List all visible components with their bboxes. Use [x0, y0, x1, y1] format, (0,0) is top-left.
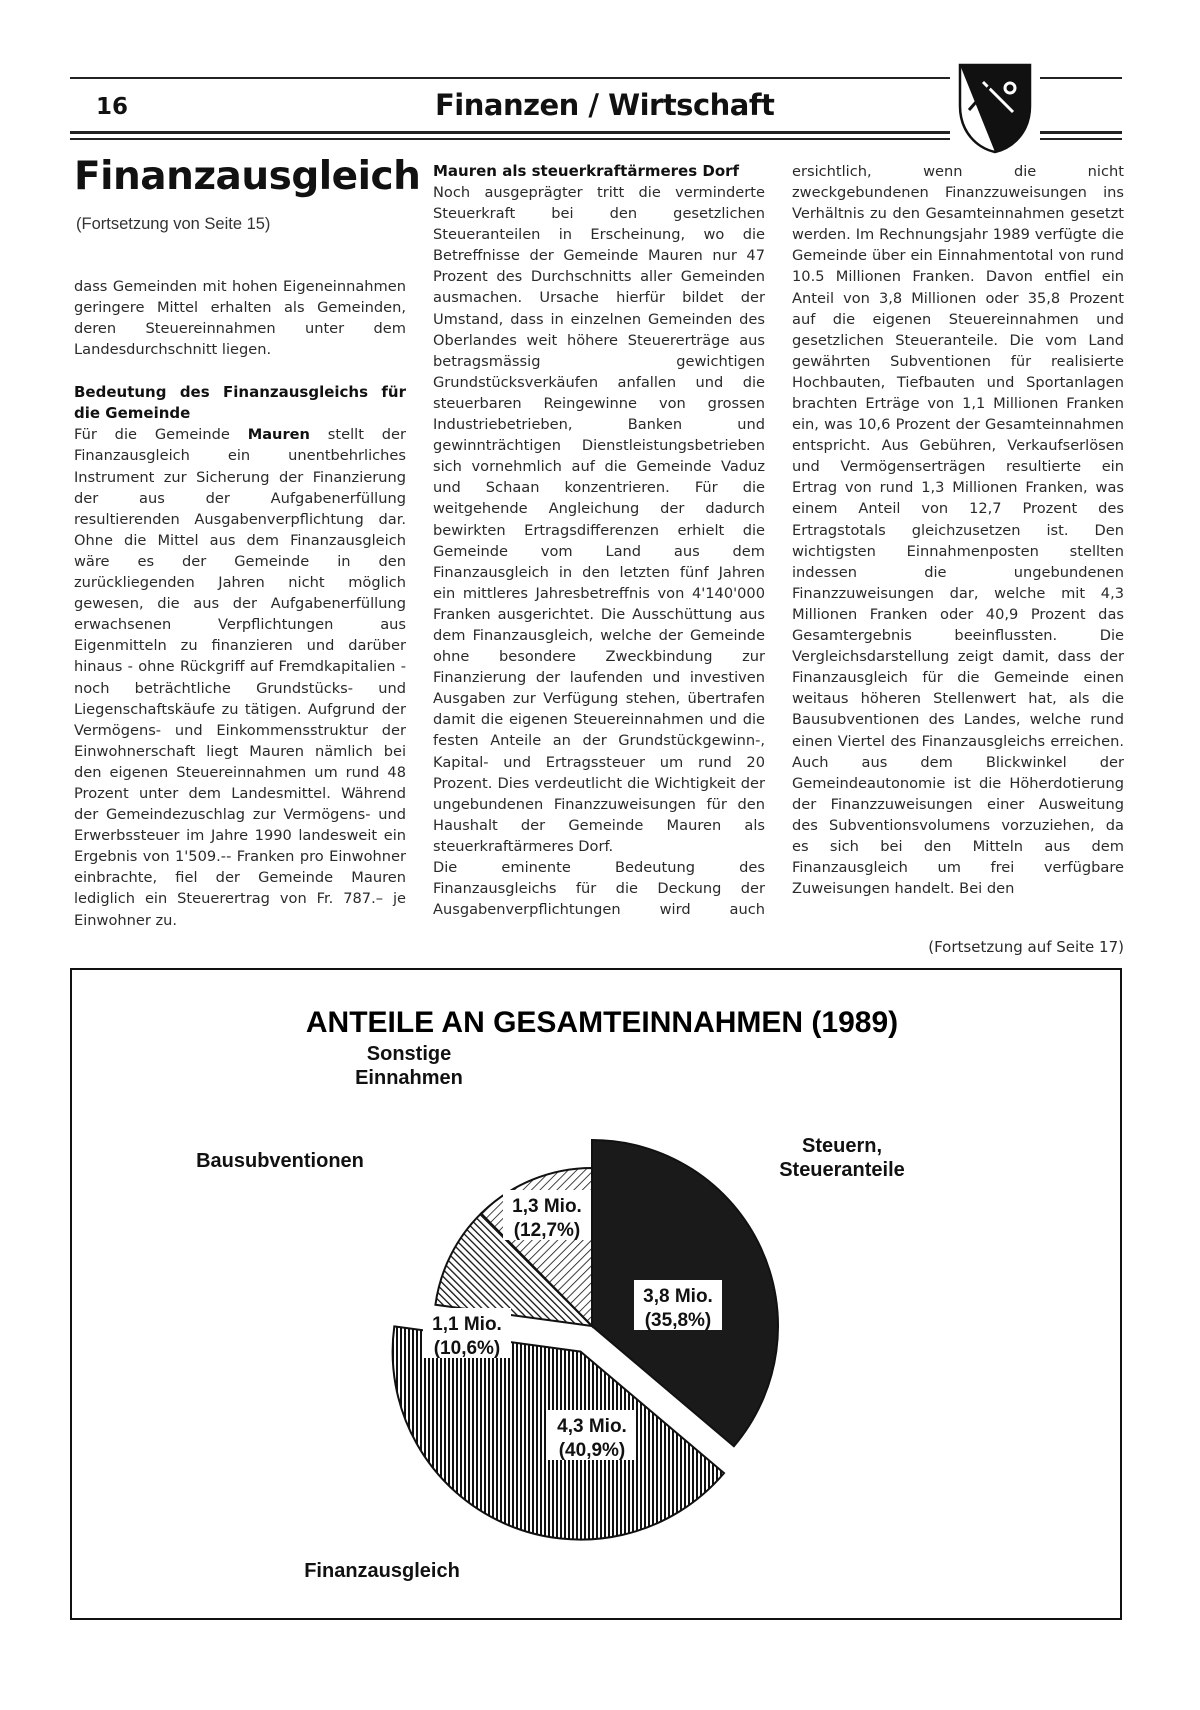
header-rule-bottom-2 [70, 138, 950, 140]
value-label-0: 3,8 Mio. [643, 1286, 713, 1307]
category-label-0-1: Steueranteile [779, 1159, 905, 1181]
header-rule-bottom-4 [1040, 138, 1122, 140]
municipal-crest-icon [957, 62, 1033, 154]
article-column-3 [792, 161, 1124, 921]
chart-frame [70, 968, 1122, 1620]
paragraph-continued: ersichtlich, wenn die nicht zweckgebundenen Finanzzuweisungen ins Verhältnis zu den Gesamteinnahmen gesetzt werden. Im Rechnungsjahr 1989 verfügte die Gemeinde über ein Einnahmentotal von rund 10.5 Millionen Franken. Davon entfiel ein Anteil von 3,8 Millionen oder 35,8 Prozent auf die eigenen Steuereinnahmen und gesetzlichen Steueranteile. Die vom Land gewährten Subventionen für realisierte Hochbauten, Tiefbauten und Sportanlagen brachten Erträge von 1,1 Millionen Franken ein, was 10,6 Prozent der Gesamteinnahmen entspricht. Aus Gebühren, Verkaufserlösen und Vermögenserträgen resultierte ein Ertrag von rund 1,3 Millionen Franken, was einem Anteil von 12,7 Prozent des Ertragstotals gleichzusetzen ist. Den wichtigsten Einnahmenposten stellten indessen die ungebundenen Finanzzuweisungen dar, welche mit 4,3 Millionen Franken oder 40,9 Prozent das Gesamtergebnis beeinflussten. Die Vergleichsdarstellung zeigt damit, dass der Finanzausgleich für die Gemeinde einen weitaus höheren Stellenwert hat, als die Bausubventionen des Landes, welche rund einen Viertel des Finanzausgleichs erreichen. Auch aus dem Blickwinkel der Gemeindeautonomie ist die Höherdotierung der Finanzzuweisungen einer Ausweitung des Subventionsvolumens vorzuziehen, da es sich bei den Mitteln aus dem Finanzausgleich um frei verfügbare Zuweisungen handelt. Bei den [792, 162, 1124, 898]
chart-title: ANTEILE AN GESAMTEINNAHMEN (1989) [305, 1006, 899, 1039]
continued-to-note: (Fortsetzung auf Seite 17) [928, 938, 1124, 956]
paragraph-bedeutung-deckung: Die eminente Bedeutung des Finanzausgleichs für die Deckung der Ausgabenverpflichtungen wird auch [433, 859, 765, 919]
pie-chart [72, 970, 1120, 1618]
section-title: Finanzen / Wirtschaft [435, 88, 775, 122]
percent-label-0: (35,8%) [644, 1310, 712, 1331]
percent-label-2: (10,6%) [433, 1338, 501, 1359]
para1-bold-mauren: Mauren [247, 426, 310, 444]
column-3-text [792, 161, 1124, 899]
header-rule-bottom-1 [70, 131, 950, 134]
paragraph-steuerkraft: Noch ausgeprägter tritt die verminderte Steuerkraft bei den gesetzlichen Steueranteilen in Erscheinung, wo die Betreffnisse der Gemeinde Mauren nur 47 Prozent des Durchschnitts aller Gemeinden ausmachen. Ursache hierfür bildet der Umstand, dass in einzelnen Gemeinden des Oberlandes weit höhere Steuererträge aus betragsmässig gewichtigen Grundstücksverkäufen anfallen und die steuerbaren Reingewinne von grossen Industriebetrieben, Banken und gewinnträchtigen Dienstleistungsbetrieben sich vornehmlich auf die Gemeinde Vaduz und Schaan konzentrieren. Für die weitgehende Angleichung der dadurch bewirkten Ertragsdifferenzen erhielt die Gemeinde vom Land aus dem Finanzausgleich in den letzten fünf Jahren ein mittleres Jahresbetreffnis von 4'140'000 Franken ausgerichtet. Die Ausschüttung aus dem Finanzausgleich, welche der Gemeinde ohne besondere Zweckbindung zur Finanzierung der laufenden und investiven Ausgaben zur Verfügung stehen, übertrafen damit die eigenen Steuereinnahmen und die festen Anteile an der Grundstückgewinn-, Kapital- und Ertragssteuer um rund 20 Prozent. Dies verdeutlicht die Wichtigkeit der ungebundenen Finanzzuweisungen für den Haushalt der Gemeinde Mauren als steuerkraftärmeres Dorf. [433, 184, 765, 855]
value-label-3: 1,3 Mio. [512, 1196, 582, 1217]
header-rule-top [70, 77, 950, 79]
heading-bedeutung: Bedeutung des Finanzausgleichs für die Gemeinde [74, 383, 406, 423]
article-column-1 [74, 276, 406, 931]
paragraph-bedeutung [74, 424, 406, 930]
header-rule-top-right [1040, 77, 1122, 79]
para1-rest: stellt der Finanzausgleich ein unentbehrliches Instrument zur Sicherung der Finanzierung der aus der Aufgabenerfüllung resultierenden Ausgabenverpflichtung dar. Ohne die Mittel aus dem Finanzausgleich wäre es der Gemeinde in den zurückliegenden Jahren nicht möglich gewesen, die aus der Aufgabenerfüllung erwachsenen Verpflichtungen aus Eigenmitteln zu finanzieren und darüber hinaus - ohne Rückgriff auf Fremdkapitalien - noch beträchtliche Grundstücks- und Liegenschaftskäufe zu tätigen. Aufgrund der Vermögens- und Einkommensstruktur der Einwohnerschaft liegt Mauren nämlich bei den eigenen Steuereinnahmen um rund 48 Prozent unter dem Landesmittel. Während der Gemeindezuschlag zur Vermögens- und Erwerbssteuer im Jahre 1990 landesweit ein Ergebnis von 1'509.-- Franken pro Einwohner einbrachte, fiel der Gemeinde Mauren lediglich ein Steuerertrag von Fr. 787.– je Einwohner zu. [74, 426, 406, 929]
heading-steuerkraft: Mauren als steuerkraftärmeres Dorf [433, 162, 740, 180]
value-label-2: 1,1 Mio. [432, 1314, 502, 1335]
category-label-1-0: Finanzausgleich [304, 1560, 460, 1582]
para1-start: Für die Gemeinde [74, 426, 248, 444]
category-label-3-0: Sonstige [366, 1043, 452, 1065]
article-title: Finanzausgleich [74, 154, 421, 199]
category-label-0-0: Steuern, [801, 1135, 883, 1157]
percent-label-1: (40,9%) [558, 1440, 626, 1461]
percent-label-3: (12,7%) [513, 1220, 581, 1241]
category-label-3-1: Einnahmen [355, 1067, 463, 1089]
category-label-2-0: Bausubventionen [196, 1150, 364, 1172]
intro-paragraph: dass Gemeinden mit hohen Eigeneinnahmen geringere Mittel erhalten als Gemeinden, deren Steuereinnahmen unter dem Landesdurchschnitt liegen. [74, 278, 406, 359]
value-label-1: 4,3 Mio. [557, 1416, 627, 1437]
continued-from-note: (Fortsetzung von Seite 15) [76, 215, 271, 233]
header-rule-bottom-3 [1040, 131, 1122, 134]
article-column-2 [433, 161, 765, 920]
page-number: 16 [96, 94, 129, 120]
